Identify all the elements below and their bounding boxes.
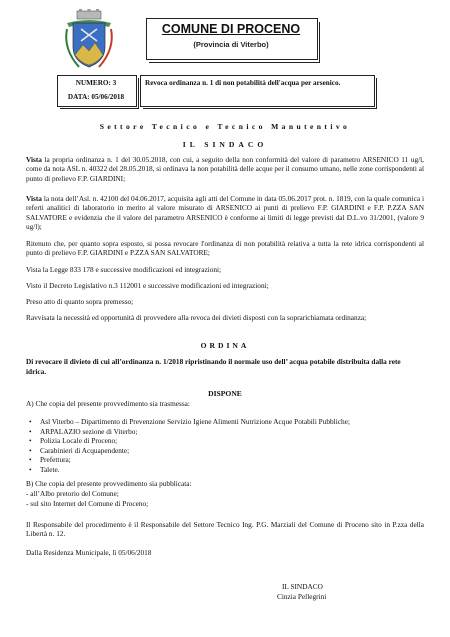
list-item: • Asl Viterbo – Dipartimento di Prevenzione Servizio Igiene Alimenti Nutrizione Acque Potabili Pubbliche; xyxy=(26,417,424,427)
signature-name: Cinzia Pellegrini xyxy=(277,592,327,601)
orders-heading: ORDINA xyxy=(200,341,250,350)
list-item: • ARPALAZIO sezione di Viterbo; xyxy=(26,427,424,437)
publication-website: - sul sito Internet del Comune di Proceno; xyxy=(26,499,149,508)
list-item: • Prefettura; xyxy=(26,455,424,465)
municipal-crest-icon xyxy=(61,9,117,71)
recipients-list xyxy=(26,417,424,475)
ordinance-number: NUMERO: 3 xyxy=(75,79,117,87)
provisions-heading: DISPONE xyxy=(208,389,242,398)
municipality-title: COMUNE DI PROCENO xyxy=(161,22,301,36)
premise-7: Ravvisata la necessità ed opportunità di provvedere alla revoca dei divieti disposti con la soprarichiamata ordinanza; xyxy=(26,313,367,322)
list-item: • Talete. xyxy=(26,465,424,475)
ordinance-subject: Revoca ordinanza n. 1 di non potabilità dell'acqua per arsenico. xyxy=(145,79,341,87)
mayor-heading: IL SINDACO xyxy=(182,140,268,149)
premise-4: Vista la Legge 833 178 e successive modificazioni ed integrazioni; xyxy=(26,265,222,274)
premise-1: Vista la propria ordinanza n. 1 del 30.05.2018, con cui, a seguito della non conformità del valore di parametro ARSENICO 11 ug/l, come da nota ASL n. 40322 del 28.05.2018, si ordinava la non potabilità delle acque per il consumo umano, nelle zone corrispondenti al punto di prelievo F.P. GIARDINI; xyxy=(26,155,424,183)
place-and-date: Dalla Residenza Municipale, lì 05/06/2018 xyxy=(26,548,152,557)
premise-6: Preso atto di quanto sopra premesso; xyxy=(26,297,134,306)
list-item: • Carabinieri di Acquapendente; xyxy=(26,446,424,456)
list-item: • Polizia Locale di Proceno; xyxy=(26,436,424,446)
department-heading: Settore Tecnico e Tecnico Manutentivo xyxy=(99,122,351,131)
province-subtitle: (Provincia di Viterbo) xyxy=(193,40,269,49)
premise-3: Ritenuto che, per quanto sopra esposto, si possa revocare l'ordinanza di non potabilità relativa a tutta la rete idrica corrispondenti al punto di prelievo F.P. GIARDINI e P.ZZA SAN SALVATORE; xyxy=(26,239,424,258)
publication-notice-board: - all’Albo pretorio del Comune; xyxy=(26,489,119,498)
signature-role: IL SINDACO xyxy=(282,582,323,591)
provision-b: B) Che copia del presente provvedimento sia pubblicata: xyxy=(26,479,192,488)
premise-5: Visto il Decreto Legislativo n.3 112001 e successive modificazioni ed integrazioni; xyxy=(26,281,269,290)
ordinance-date: DATA: 05/06/2018 xyxy=(67,93,125,101)
premise-2: Vista la nota dell’Asl. n. 42100 del 04.06.2017, acquisita agli atti del Comune in data 05.06.2017 prot. n. 1819, con la quale comunica i referti analitici di laboratorio in merito al valore misurato di ARSENICO ai punti di prelievo F.P. GIARDINI e F.P. P.ZZA SAN SALVATORE e evidenzia che il valore del parametro ARSENICO è conforme ai limiti di legge previsti dal D.L.vo 31/2001, (valore 9 ug/l); xyxy=(26,194,424,232)
order-text: Di revocare il divieto di cui all’ordinanza n. 1/2018 ripristinando il normale uso dell’ acqua potabile distribuita dalla rete idrica. xyxy=(26,357,401,376)
responsible-officer: Il Responsabile del procedimento è il Responsabile del Settore Tecnico Ing. P.G. Marziali del Comune di Proceno sito in P.zza della Libertà n. 12. xyxy=(26,520,424,539)
provision-a: A) Che copia del presente provvedimento sia trasmessa: xyxy=(26,399,190,408)
